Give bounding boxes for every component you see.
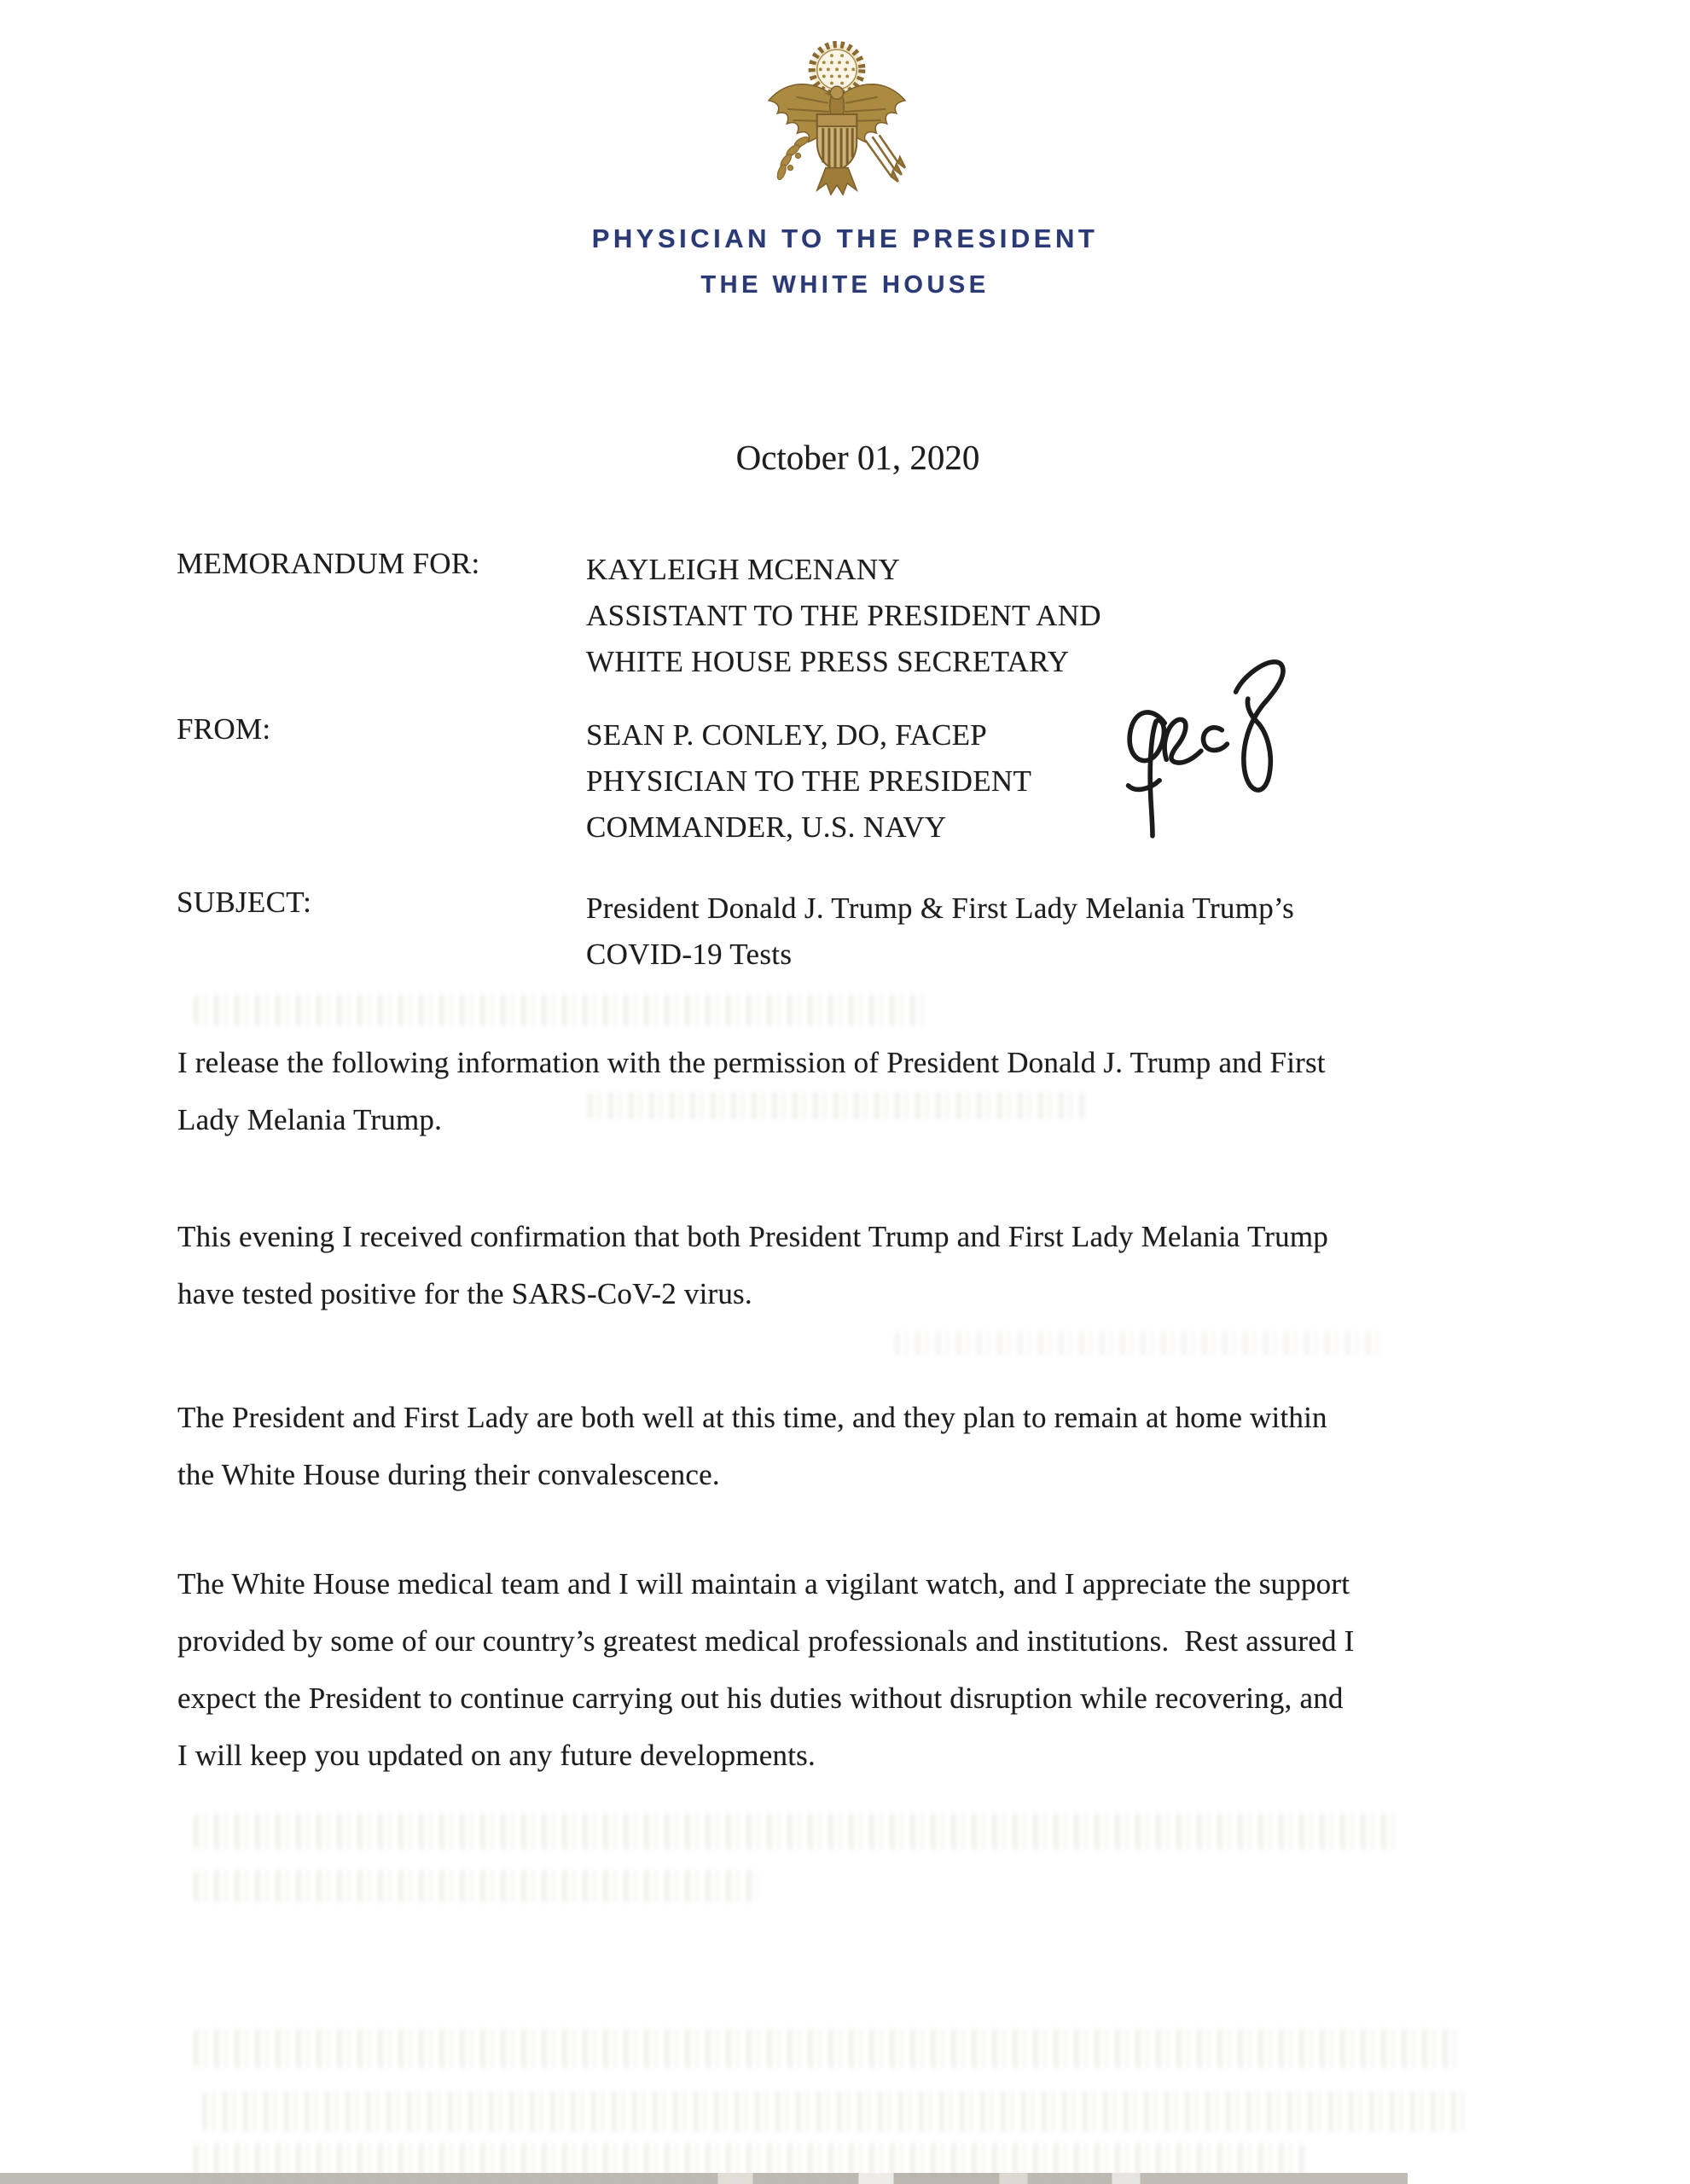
bleed-through-smudge: [203, 2092, 1466, 2131]
memo-value-line: SEAN P. CONLEY, DO, FACEP: [586, 718, 988, 752]
body-line: This evening I received confirmation that both President Trump and First Lady Melania Trump: [177, 1220, 1328, 1253]
memo-value-line: COVID-19 Tests: [586, 938, 793, 971]
memo-value-line: PHYSICIAN TO THE PRESIDENT: [586, 764, 1032, 798]
memo-field-value: [586, 712, 1031, 851]
bleed-through-smudge: [195, 1814, 1397, 1850]
memo-value-line: WHITE HOUSE PRESS SECRETARY: [586, 645, 1070, 678]
bleed-through-smudge: [589, 1092, 1083, 1119]
scanner-edge-artifact: [0, 2173, 1408, 2184]
body-line: I release the following information with the permission of President Donald J. Trump and First: [177, 1046, 1326, 1079]
memo-field-label: FROM:: [177, 712, 271, 746]
memo-field-label: MEMORANDUM FOR:: [177, 547, 480, 580]
memo-value-line: President Donald J. Trump & First Lady Melania Trump’s: [586, 892, 1295, 925]
bleed-through-smudge: [896, 1331, 1382, 1356]
date-line: October 01, 2020: [735, 438, 980, 477]
body-line: The White House medical team and I will maintain a vigilant watch, and I appreciate the support: [177, 1567, 1350, 1600]
body-line: the White House during their convalescence.: [177, 1458, 720, 1491]
bleed-through-smudge: [195, 1870, 758, 1902]
letterhead-organization: THE WHITE HOUSE: [700, 271, 990, 299]
body-line: The President and First Lady are both well at this time, and they plan to remain at home within: [177, 1401, 1327, 1434]
memo-field-label: SUBJECT:: [177, 886, 312, 919]
body-paragraph: [177, 1034, 1326, 1148]
bleed-through-smudge: [195, 995, 928, 1025]
body-line: I will keep you updated on any future developments.: [177, 1739, 816, 1772]
body-paragraph: [177, 1389, 1327, 1503]
memo-value-line: KAYLEIGH MCENANY: [586, 553, 901, 586]
signature-scribble: [1114, 638, 1297, 846]
memo-field-value: [586, 886, 1294, 978]
body-line: Lady Melania Trump.: [177, 1103, 443, 1136]
body-line: provided by some of our country’s greatest medical professionals and institutions. Rest assured I: [177, 1624, 1355, 1658]
letterhead-office-title: PHYSICIAN TO THE PRESIDENT: [591, 224, 1099, 253]
body-line: expect the President to continue carrying out his duties without disruption while recovering, and: [177, 1682, 1344, 1715]
presidential-seal-icon: [764, 38, 910, 196]
body-line: have tested positive for the SARS-CoV-2 virus.: [177, 1277, 752, 1310]
body-paragraph: [177, 1555, 1354, 1784]
memo-value-line: ASSISTANT TO THE PRESIDENT AND: [586, 599, 1101, 632]
memo-field-value: [586, 547, 1101, 685]
body-paragraph: [177, 1208, 1328, 1322]
memo-value-line: COMMANDER, U.S. NAVY: [586, 810, 947, 844]
bleed-through-smudge: [195, 2029, 1457, 2068]
